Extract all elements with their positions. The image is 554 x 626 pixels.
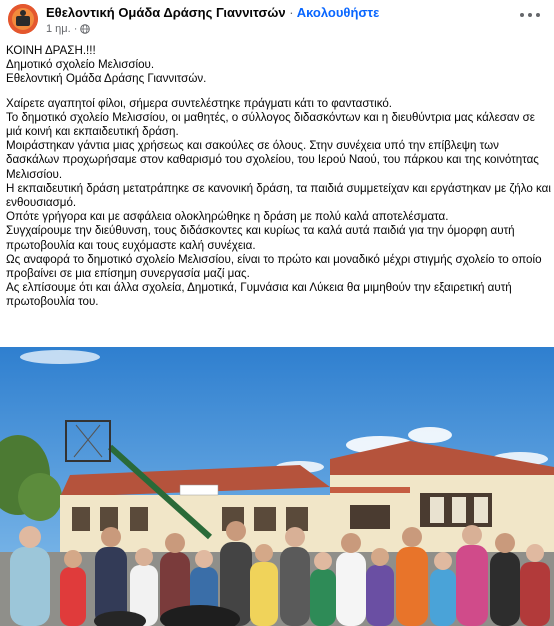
text-line: ΚΟΙΝΗ ΔΡΑΣΗ.!!!	[6, 44, 96, 57]
text-paragraph: Οπότε γρήγορα και με ασφάλεια ολοκληρώθηκε η δράση με πολύ καλά αποτελέσματα.	[6, 210, 449, 224]
post-time[interactable]: 1 ημ.	[46, 23, 71, 35]
text-line: Εθελοντική Ομάδα Δράσης Γιαννιτσών.	[6, 72, 207, 86]
text-paragraph: Ας ελπίσουμε ότι και άλλα σχολεία, Δημοτικά, Γυμνάσια και Λύκεια θα μιμηθούν την εξαιρετική αυτή πρωτοβουλία του.	[6, 281, 512, 309]
text-line: Δημοτικό σχολείο Μελισσίου.	[6, 58, 155, 72]
post-meta	[46, 23, 90, 35]
text-paragraph: Ως αναφορά το δημοτικό σχολείο Μελισσίου, είναι το πρώτο και μοναδικό μέχρι στιγμής σχολείο το οποίο προβαίνει σε μια επίσημη συνεργασία μαζί μας.	[6, 252, 542, 281]
avatar-logo	[8, 4, 38, 34]
page-avatar[interactable]	[8, 4, 38, 34]
follow-button[interactable]: Ακολουθήστε	[296, 5, 380, 20]
page-name-line	[46, 5, 379, 20]
group-photo[interactable]	[0, 347, 554, 626]
post-header	[0, 0, 554, 40]
name-separator: ·	[289, 5, 294, 20]
text-paragraph: Χαίρετε αγαπητοί φίλοι, σήμερα συντελέστηκε πράγματι κάτι το φανταστικό.	[6, 96, 393, 110]
text-paragraph: Μοιράστηκαν γάντια μιας χρήσεως και σακούλες σε όλους. Στην συνέχεια υπό την επίβλεψη των δασκάλων προχωρήσαμε στον καθαρισμό του σχολείου, του Ιερού Ναού, του πάρκου και της κοινότητας Μελισσίου.	[6, 139, 539, 181]
meta-separator: ·	[73, 23, 78, 35]
post-text	[6, 44, 552, 310]
text-paragraph: Η εκπαιδευτική δράση μετατράπηκε σε κανονική δράση, τα παιδιά συμμετείχαν και εργάστηκαν με ζήλο και ενθουσιασμό.	[6, 181, 551, 210]
page-name-link[interactable]: Εθελοντική Ομάδα Δράσης Γιαννιτσών	[46, 5, 286, 20]
photo-illustration	[0, 347, 554, 626]
text-paragraph: Συγχαίρουμε την διεύθυνση, τους διδάσκοντες και κυρίως τα καλά αυτά παιδιά για την όμορφη αυτή πρωτοβουλία και τους ευχόμαστε καλή συνέχεια.	[6, 224, 515, 252]
globe-icon	[80, 24, 90, 34]
text-paragraph: Το δημοτικό σχολείο Μελισσίου, οι μαθητές, ο σύλλογος διδασκόντων και η διευθύντρια μας κάλεσαν σε μιά κοινή και εκπαιδευτική δράση.	[6, 110, 535, 139]
more-options-icon[interactable]	[520, 8, 540, 22]
